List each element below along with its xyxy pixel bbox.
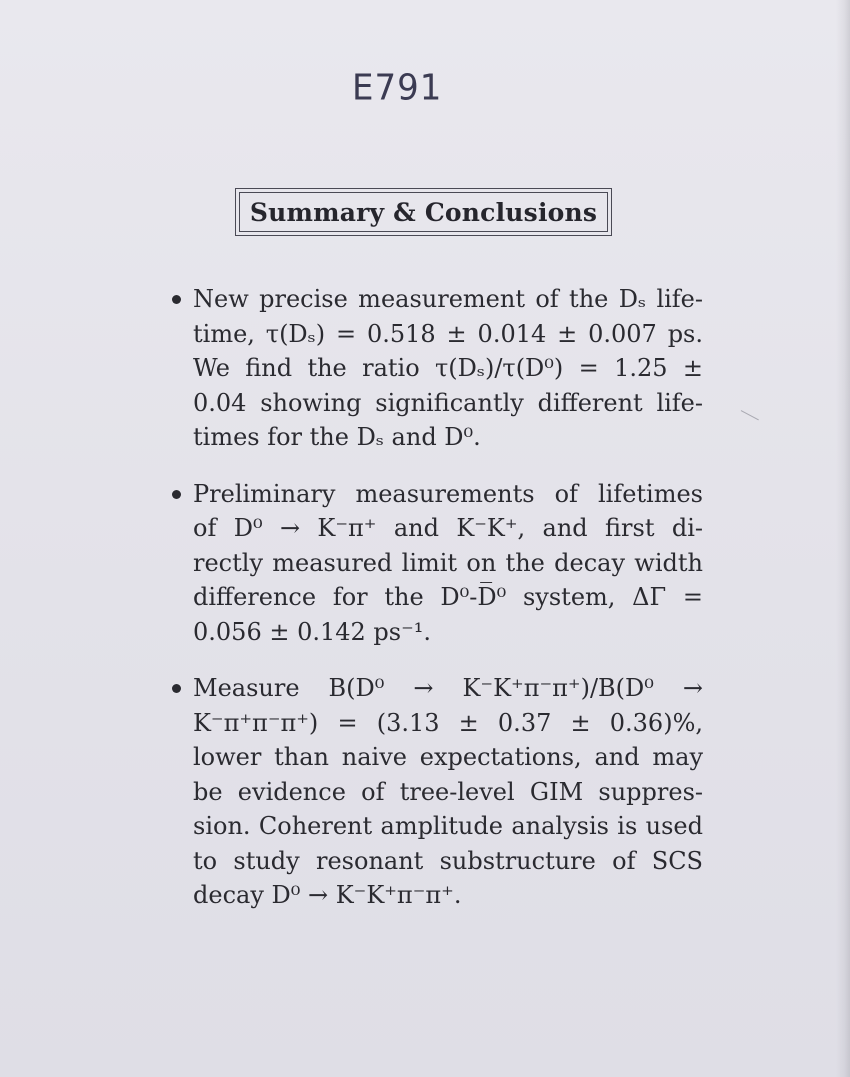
bullet-line: 0.056 ± 0.142 ps⁻¹. [193,617,432,646]
bullet-line: times for the Dₛ and D⁰. [193,423,481,451]
bullet-line: be evidence of tree-level GIM suppres- [193,777,703,806]
bullet-dot-icon [172,490,181,499]
page-edge-shadow [836,0,850,1077]
title-box [235,188,612,236]
bullet-line: of D⁰ → K⁻π⁺ and K⁻K⁺, and first di- [193,514,703,542]
bullet-line: difference for the D⁰-D̅⁰ system, ΔΓ = [193,583,703,611]
bullet-line: to study resonant substructure of SCS [193,846,703,875]
bullet-line: lower than naive expectations, and may [193,743,703,771]
pen-mark [735,410,759,431]
page-title: Summary & Conclusions [249,197,598,227]
bullet-line: Measure B(D⁰ → K⁻K⁺π⁻π⁺)/B(D⁰ → [193,674,703,702]
bullet-item-ds-lifetime [168,282,703,455]
bullet-item-branching-ratio [168,671,703,913]
bullet-dot-icon [172,295,181,304]
bullet-line: We find the ratio τ(Dₛ)/τ(D⁰) = 1.25 ± [193,354,703,382]
bullet-line: rectly measured limit on the decay width [193,548,703,577]
bullet-line: 0.04 showing significantly different life- [193,388,703,417]
bullet-item-d0-lifetimes [168,477,703,650]
bullet-line: decay D⁰ → K⁻K⁺π⁻π⁺. [193,881,462,909]
bullet-dot-icon [172,684,181,693]
bullet-list [168,282,703,935]
bullet-line: K⁻π⁺π⁻π⁺) = (3.13 ± 0.37 ± 0.36)%, [193,708,703,737]
handwritten-label: E791 [352,67,443,109]
title-box-inner [239,192,608,232]
bullet-line: sion. Coherent amplitude analysis is used [193,812,703,840]
bullet-line: New precise measurement of the Dₛ life- [193,285,703,313]
bullet-line: time, τ(Dₛ) = 0.518 ± 0.014 ± 0.007 ps. [193,319,703,348]
bullet-line: Preliminary measurements of lifetimes [193,479,703,508]
